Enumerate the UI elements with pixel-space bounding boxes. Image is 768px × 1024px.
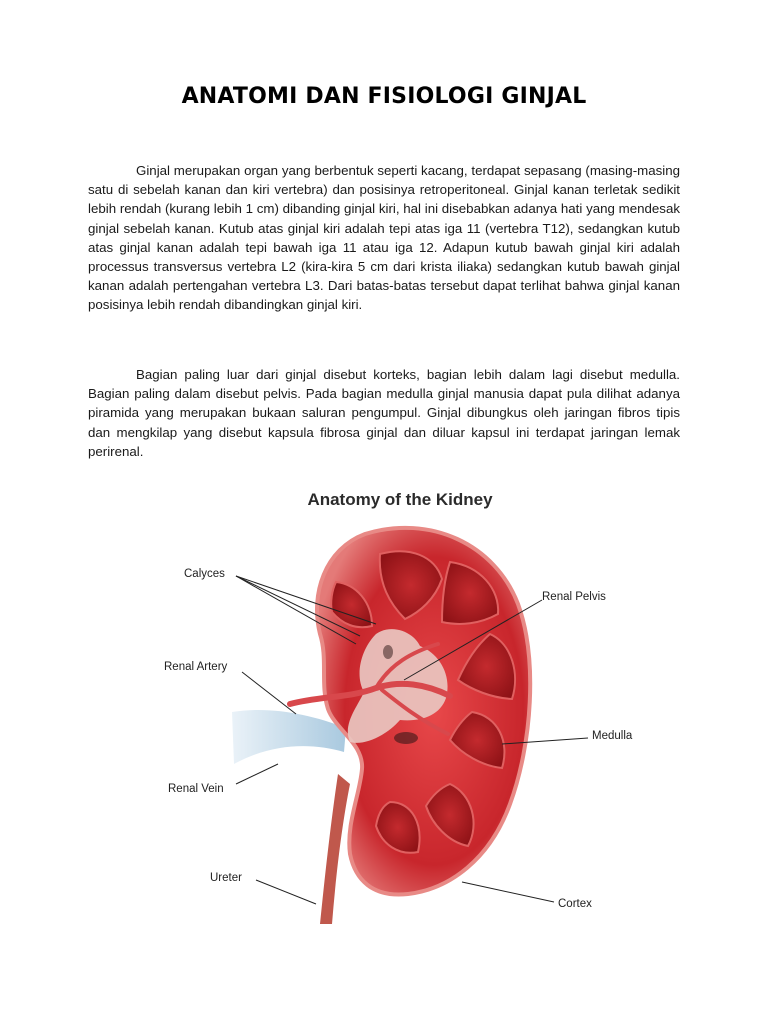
label-calyces: Calyces [184, 568, 225, 580]
ureter-shape [320, 774, 350, 924]
label-renal-pelvis: Renal Pelvis [542, 591, 606, 603]
label-medulla: Medulla [592, 730, 633, 742]
label-ureter: Ureter [210, 872, 242, 884]
paragraph-1: Ginjal merupakan organ yang berbentuk seperti kacang, terdapat sepasang (masing-masing satu di sebelah kanan dan kiri vertebra) dan posisinya retroperitoneal. Ginjal kanan terletak sedikit lebih rendah (kurang lebih 1 cm) dibanding ginjal kiri, hal ini disebabkan adanya hati yang mendesak ginjal sebelah kanan. Kutub atas ginjal kiri adalah tepi atas iga 11 (vertebra T12), sedangkan kutub atas ginjal kanan adalah tepi bawah iga 11 atau iga 12. Adapun kutub bawah ginjal kiri adalah processus transversus vertebra L2 (kira-kira 5 cm dari krista iliaka) sedangkan kutub bawah ginjal kanan adalah pertengahan vertebra L3. Dari batas-batas tersebut dapat terlihat bahwa ginjal kanan posisinya lebih rendah dibandingkan ginjal kiri. [88, 163, 680, 313]
page-title: ANATOMI DAN FISIOLOGI GINJAL [181, 84, 587, 109]
label-cortex: Cortex [558, 898, 592, 910]
paragraph-2: Bagian paling luar dari ginjal disebut korteks, bagian lebih dalam lagi disebut medulla. Bagian paling dalam disebut pelvis. Pada bagian medulla ginjal manusia dapat pula dilihat adanya piramida yang merupakan bukaan saluran pengumpul. Ginjal dibungkus oleh jaringan fibros tipis dan mengkilap yang disebut kapsula fibrosa ginjal dan diluar kapsul ini terdapat jaringan lemak perirenal. [88, 367, 680, 459]
label-renal-artery: Renal Artery [164, 661, 228, 673]
kidney-figure [150, 484, 650, 944]
renal-vein-shape [232, 710, 346, 764]
figure-title: Anatomy of the Kidney [307, 490, 493, 509]
label-renal-vein: Renal Vein [168, 783, 224, 795]
pelvis-shadow [394, 732, 418, 744]
